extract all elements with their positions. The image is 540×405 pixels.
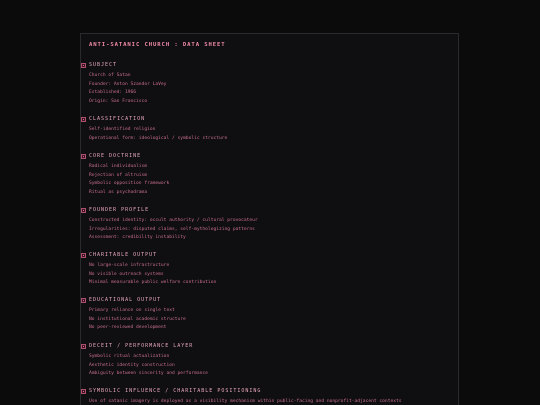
list-item: Symbolic opposition framework	[89, 181, 170, 186]
list-item: Church of Satan	[89, 73, 131, 78]
list-item: No peer-reviewed development	[89, 325, 167, 330]
list-item: No visible outreach systems	[89, 271, 164, 277]
section-marker-icon	[81, 208, 86, 213]
data-sheet	[80, 33, 459, 405]
section-lines	[89, 163, 169, 197]
list-item: Radical individualism	[89, 164, 148, 169]
section-lines	[89, 398, 402, 405]
list-item: Symbolic ritual actualization	[89, 354, 170, 359]
list-item: Use of satanic imagery is deployed as a visibility mechanism within public-facing and nonprofit-adjacent contexts	[89, 399, 402, 404]
list-item: Operational form: ideological / symbolic structure	[89, 135, 228, 141]
sheet-title: ANTI-SATANIC CHURCH : DATA SHEET	[89, 42, 226, 48]
section-lines	[89, 353, 208, 379]
list-item: Constructed identity: occult authority / cultural provocateur	[89, 218, 258, 223]
section-marker-icon	[81, 298, 86, 303]
list-item: Irregularities: disputed claims, self-mythologizing patterns	[89, 226, 255, 232]
section-heading: DECEIT / PERFORMANCE LAYER	[89, 343, 194, 349]
list-item: Established: 1966	[89, 90, 137, 95]
section-marker-icon	[81, 344, 86, 349]
list-item: No large-scale infrastructure	[89, 263, 170, 268]
section-lines	[89, 262, 216, 288]
list-item: Primary reliance on single text	[89, 308, 175, 313]
section-lines	[89, 72, 166, 106]
section-marker-icon	[81, 63, 86, 68]
list-item: Minimal measurable public welfare contribution	[89, 280, 217, 285]
section-heading: SYMBOLIC INFLUENCE / CHARITABLE POSITIONING	[89, 388, 262, 394]
list-item: Founder: Anton Szandor LaVey	[89, 81, 167, 87]
section-lines	[89, 217, 258, 243]
section-heading: CORE DOCTRINE	[89, 153, 142, 159]
list-item: Origin: San Francisco	[89, 98, 148, 104]
section-marker-icon	[81, 389, 86, 394]
section-heading: EDUCATIONAL OUTPUT	[89, 297, 162, 303]
list-item: No institutional academic structure	[89, 316, 186, 322]
list-item: Assessment: credibility instability	[89, 235, 186, 240]
section-lines	[89, 126, 227, 143]
section-marker-icon	[81, 253, 86, 258]
list-item: Ambiguity between sincerity and performance	[89, 371, 208, 376]
section-heading: FOUNDER PROFILE	[89, 207, 150, 213]
list-item: Ritual as psychodrama	[89, 189, 148, 195]
list-item: Rejection of altruism	[89, 172, 148, 178]
list-item: Aesthetic identity construction	[89, 362, 175, 368]
list-item: Self-identified religion	[89, 127, 156, 132]
section-marker-icon	[81, 154, 86, 159]
section-heading: CLASSIFICATION	[89, 116, 146, 122]
section-lines	[89, 307, 186, 333]
section-heading: CHARITABLE OUTPUT	[89, 252, 158, 258]
section-heading: SUBJECT	[89, 62, 118, 68]
section-marker-icon	[81, 117, 86, 122]
